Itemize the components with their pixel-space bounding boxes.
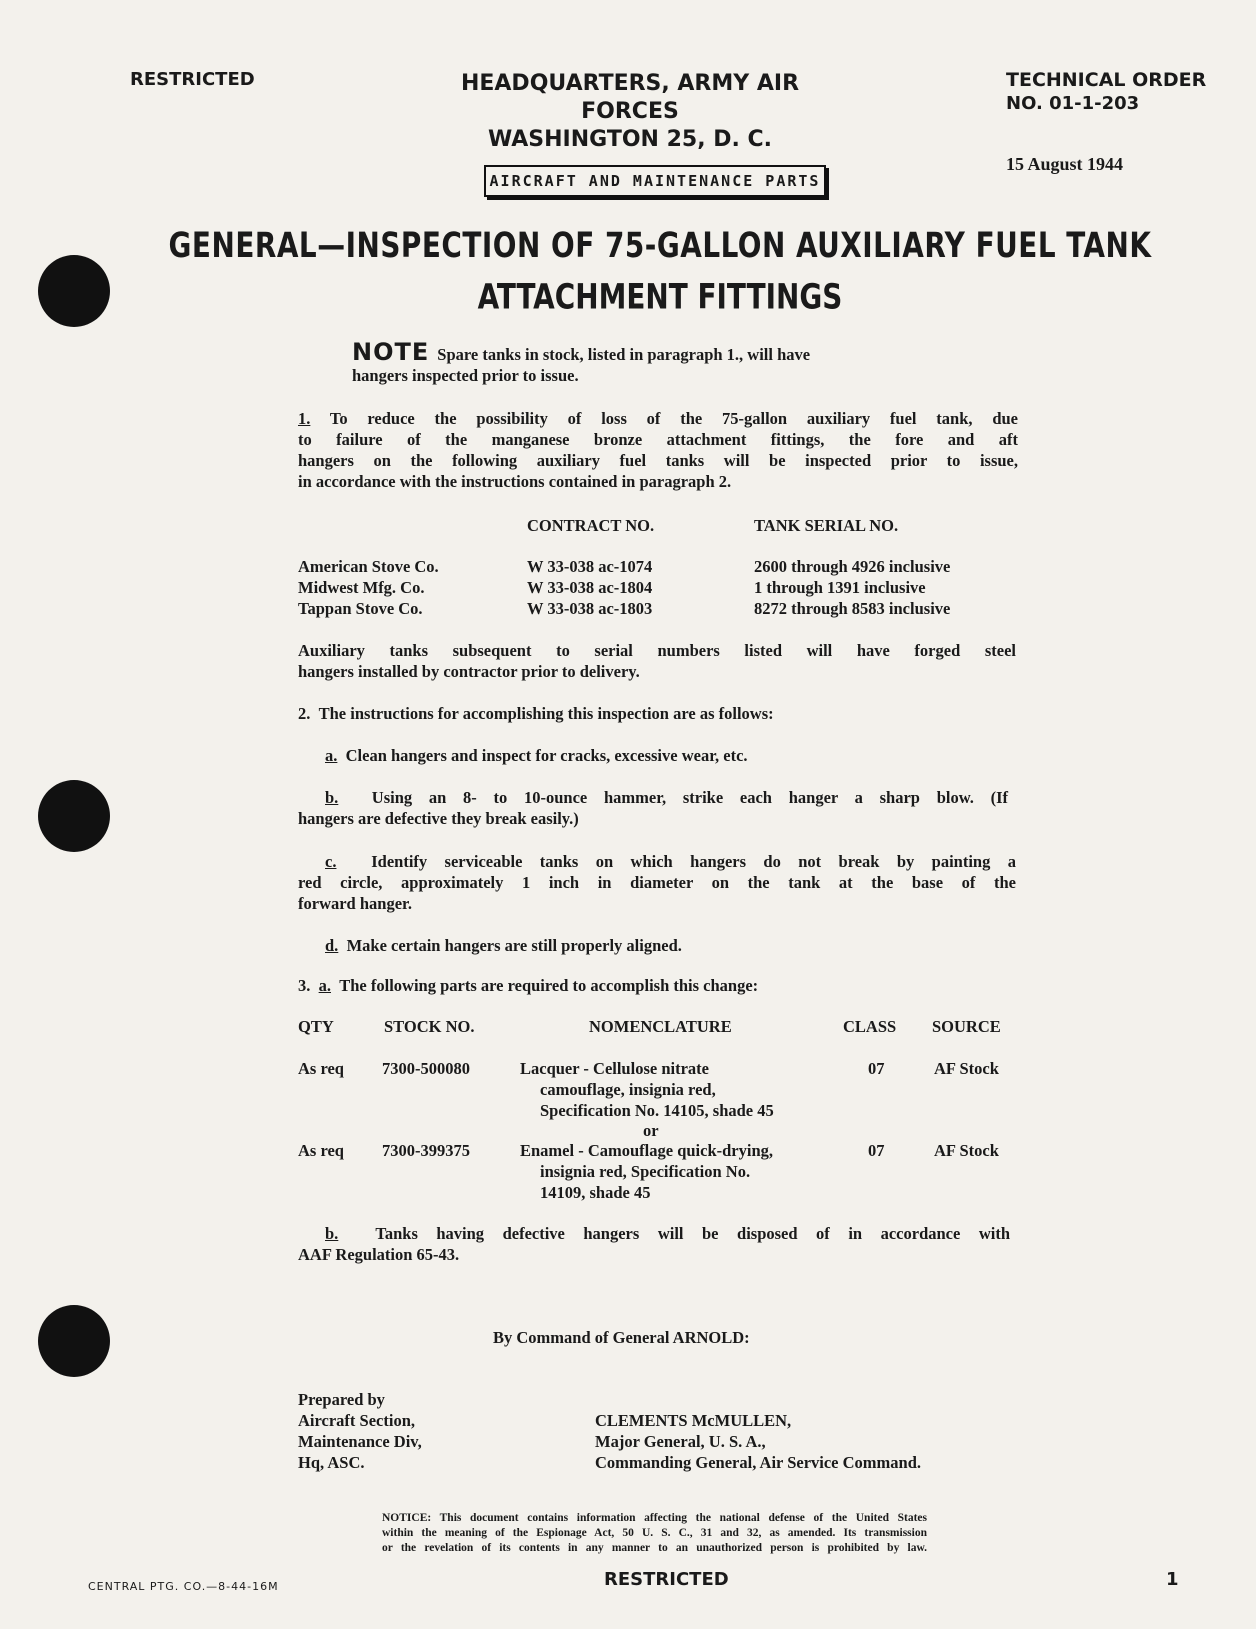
serial-column: [754, 556, 950, 619]
para2-intro-line: [298, 703, 774, 724]
notice-line: or the revelation of its contents in any manner to an unauthorized person is prohibited by law.: [382, 1542, 927, 1554]
printer-mark: CENTRAL PTG. CO.—8-44-16M: [88, 1580, 279, 1593]
table-row-contract: W 33-038 ac-1803: [527, 599, 653, 618]
notice-line: NOTICE: This document contains information affecting the national defense of the United States: [382, 1512, 927, 1524]
row1-class: 07: [868, 1059, 885, 1078]
row2-nom-line: 14109, shade 45: [540, 1183, 651, 1202]
title-line2: ATTACHMENT FITTINGS: [477, 277, 843, 318]
para3-b-line2: AAF Regulation 65-43.: [298, 1245, 460, 1264]
binder-hole-bottom: [38, 1305, 110, 1377]
notice-line: within the meaning of the Espionage Act, 50 U. S. C., 31 and 32, as amended. Its transmission: [382, 1527, 927, 1539]
paragraph-1: [298, 408, 1018, 492]
table-row-serial: 1 through 1391 inclusive: [754, 578, 926, 597]
restricted-top: RESTRICTED: [130, 69, 255, 90]
page-number: 1: [1166, 1569, 1179, 1590]
note-text1: Spare tanks in stock, listed in paragraph 1., will have: [437, 345, 811, 364]
row2-qty: As req: [298, 1141, 344, 1160]
prepared-line: Hq, ASC.: [298, 1453, 365, 1472]
command-line: By Command of General ARNOLD:: [493, 1328, 750, 1347]
row1-nom-line: camouflage, insignia red,: [540, 1080, 716, 1099]
para2-a-text: Clean hangers and inspect for cracks, excessive wear, etc.: [345, 746, 748, 765]
technical-order: [1006, 69, 1206, 115]
para3-b-line1: Tanks having defective hangers will be disposed of in accordance with: [375, 1224, 1010, 1243]
para2-a-label: a.: [325, 746, 338, 765]
row2-nom-line: Enamel - Camouflage quick-drying,: [520, 1141, 774, 1160]
para2-c-line2: red circle, approximately 1 inch in diameter on the tank at the base of the: [298, 873, 1016, 892]
hq-line1: HEADQUARTERS, ARMY AIR FORCES: [460, 71, 800, 124]
para2-b-line1: Using an 8- to 10-ounce hammer, strike each hanger a sharp blow. (If: [371, 788, 1008, 807]
table-row-contract: W 33-038 ac-1804: [527, 578, 653, 597]
signature-line: CLEMENTS McMULLEN,: [595, 1411, 792, 1430]
hq-heading: [420, 70, 840, 154]
issue-date: 15 August 1944: [1006, 154, 1124, 174]
para1-line: in accordance with the instructions contained in paragraph 2.: [298, 472, 732, 491]
serial-header: TANK SERIAL NO.: [754, 516, 899, 535]
para1-line: to failure of the manganese bronze attachment fittings, the fore and aft: [298, 430, 1018, 449]
row2-nomenclature: [520, 1140, 773, 1203]
para1-after-line: Auxiliary tanks subsequent to serial numbers listed will have forged steel: [298, 641, 1016, 660]
title-line1: GENERAL—INSPECTION OF 75-GALLON AUXILIARY FUEL TANK: [168, 225, 1152, 266]
header-stock: STOCK NO.: [384, 1017, 475, 1036]
para1-after: [298, 640, 1016, 682]
para3-b: [298, 1223, 1010, 1265]
table-row-contractor: Tappan Stove Co.: [298, 599, 423, 618]
para2-c: [298, 851, 1016, 914]
prepared-line: Maintenance Div,: [298, 1432, 422, 1451]
para2-b-label: b.: [325, 788, 339, 807]
row1-stock: 7300-500080: [382, 1059, 470, 1078]
para3-a-text: The following parts are required to accomplish this change:: [339, 976, 759, 995]
row2-class: 07: [868, 1141, 885, 1160]
para2-intro: The instructions for accomplishing this inspection are as follows:: [318, 704, 774, 723]
espionage-notice: [382, 1511, 927, 1556]
para2-b-line2: hangers are defective they break easily.): [298, 809, 579, 828]
para2-c-line3: forward hanger.: [298, 894, 412, 913]
row1-nom-line: Lacquer - Cellulose nitrate: [520, 1059, 709, 1078]
para3-b-label: b.: [325, 1224, 339, 1243]
para3-number: 3.: [298, 976, 311, 995]
para1-line: To reduce the possibility of loss of the 75-gallon auxiliary fuel tank, due: [329, 409, 1019, 428]
prepared-by: [298, 1389, 422, 1473]
to-line1: TECHNICAL ORDER: [1006, 69, 1207, 91]
para2-d-label: d.: [325, 936, 339, 955]
row2-nom-line: insignia red, Specification No.: [540, 1162, 751, 1181]
hq-line2: WASHINGTON 25, D. C.: [487, 127, 773, 152]
para2-d-text: Make certain hangers are still properly aligned.: [346, 936, 682, 955]
binder-hole-middle: [38, 780, 110, 852]
header-source: SOURCE: [932, 1017, 1001, 1036]
prepared-line: Prepared by: [298, 1390, 385, 1409]
para3-a-label: a.: [318, 976, 331, 995]
header-nomenclature: NOMENCLATURE: [589, 1017, 732, 1036]
row1-qty: As req: [298, 1059, 344, 1078]
row1-source: AF Stock: [934, 1059, 999, 1078]
prepared-line: Aircraft Section,: [298, 1411, 415, 1430]
para2-b: [298, 787, 1008, 829]
category-box: [484, 165, 826, 197]
or-separator: or: [643, 1121, 659, 1140]
header-class: CLASS: [843, 1017, 897, 1036]
table-row-contractor: Midwest Mfg. Co.: [298, 578, 425, 597]
signature-line: Commanding General, Air Service Command.: [595, 1453, 922, 1472]
contractor-column: [298, 556, 439, 619]
para2-number: 2.: [298, 704, 311, 723]
table-row-contract: W 33-038 ac-1074: [527, 557, 653, 576]
note-block: [352, 338, 1042, 386]
table-row-contractor: American Stove Co.: [298, 557, 439, 576]
table-row-serial: 8272 through 8583 inclusive: [754, 599, 951, 618]
to-line2: NO. 01-1-203: [1006, 93, 1140, 114]
contract-column: [527, 556, 652, 619]
para1-after-line: hangers installed by contractor prior to delivery.: [298, 662, 640, 681]
para3-a: [298, 975, 758, 996]
category-label: AIRCRAFT AND MAINTENANCE PARTS: [489, 172, 821, 190]
document-title: [120, 220, 1200, 323]
row2-stock: 7300-399375: [382, 1141, 470, 1160]
signature-line: Major General, U. S. A.,: [595, 1432, 766, 1451]
binder-hole-top: [38, 255, 110, 327]
para2-c-label: c.: [325, 852, 337, 871]
signature-block: [595, 1410, 921, 1473]
para2-c-line1: Identify serviceable tanks on which hangers do not break by painting a: [371, 852, 1016, 871]
note-text2: hangers inspected prior to issue.: [352, 366, 579, 385]
para1-number: 1.: [298, 409, 311, 428]
table-row-serial: 2600 through 4926 inclusive: [754, 557, 951, 576]
para1-line: hangers on the following auxiliary fuel tanks will be inspected prior to issue,: [298, 451, 1018, 470]
row2-source: AF Stock: [934, 1141, 999, 1160]
header-qty: QTY: [298, 1017, 334, 1036]
contract-header: CONTRACT NO.: [527, 516, 655, 535]
restricted-bottom: RESTRICTED: [604, 1569, 729, 1590]
note-label: NOTE: [352, 338, 430, 366]
row1-nomenclature: [520, 1058, 774, 1121]
para2-a: [325, 745, 748, 766]
para2-d: [325, 935, 682, 956]
row1-nom-line: Specification No. 14105, shade 45: [540, 1101, 774, 1120]
